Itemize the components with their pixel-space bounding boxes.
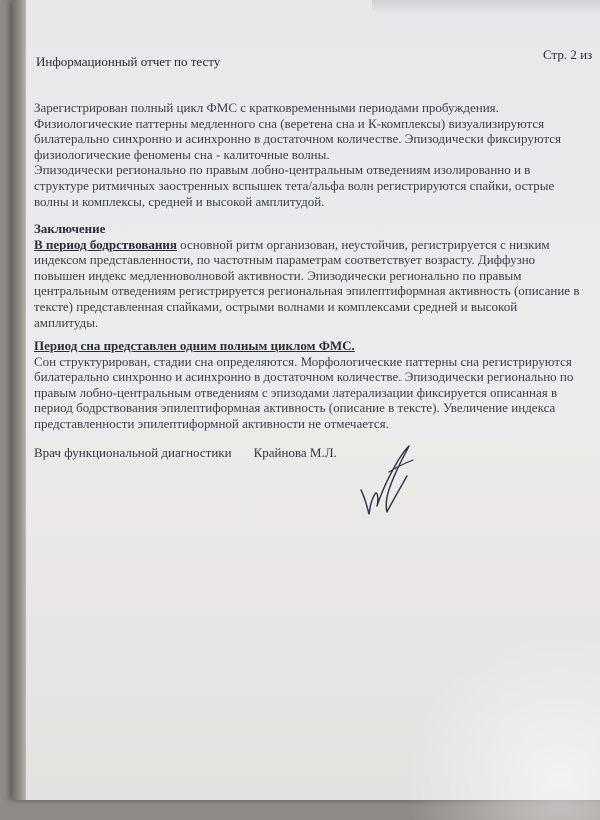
text-line: тексте) представленная спайками, острыми волнами и комплексами средней и высокой bbox=[34, 298, 518, 314]
conclusion-heading: Заключение bbox=[34, 221, 106, 236]
sleep-period-heading: Период сна представлен одним полным циклом ФМС. bbox=[34, 338, 355, 353]
text-line: индексом представленности, по частотным параметрам соответствует возрасту. Диффузно bbox=[34, 252, 536, 268]
text-line: волны и комплексы, средней и высокой амплитудой. bbox=[34, 193, 325, 209]
text-line: правым лобно-центральным отведениям с эпизодами латерализации фиксируется описанная в bbox=[34, 384, 558, 400]
text-line: повышен индекс медленноволновой активности. Эпизодически регионально по правым bbox=[34, 267, 522, 283]
findings-paragraph bbox=[34, 100, 600, 209]
doctor-name: Крайнова М.Л. bbox=[253, 445, 337, 460]
light-glare bbox=[392, 620, 600, 820]
text-line: структуре ритмичных заостренных вспышек тета/альфа волн регистрируются спайки, острые bbox=[34, 177, 555, 193]
doctor-role: Врач функциональной диагностики bbox=[34, 445, 232, 460]
document-page bbox=[12, 0, 600, 800]
sleep-section bbox=[34, 338, 600, 432]
text-line: Зарегистрирован полный цикл ФМС с кратковременными периодами пробуждения. bbox=[34, 100, 499, 115]
page-shadow-edge bbox=[12, 0, 26, 800]
signature-line bbox=[34, 445, 337, 461]
text-line bbox=[34, 237, 600, 253]
text-line: амплитуды. bbox=[34, 314, 99, 330]
text-line: период бодрствования эпилептиформная активность (описание в тексте). Увеличение индекса bbox=[34, 400, 556, 416]
conclusion-section bbox=[34, 221, 600, 330]
text-line: Сон структурирован, стадии сна определяются. Морфологические паттерны сна регистрируются bbox=[34, 353, 572, 369]
report-title: Информационный отчет по тесту bbox=[36, 54, 221, 69]
text-line: представленности эпилептиформной активности не отмечается. bbox=[34, 415, 389, 431]
text-line: билатерально синхронно и асинхронно в достаточном количестве. Эпизодически регионально по bbox=[34, 369, 574, 385]
text-fragment: основной ритм организован, неустойчив, регистрируется с низким bbox=[176, 236, 550, 252]
text-line: билатерально синхронно и асинхронно в достаточном количестве. Эпизодически фиксируются bbox=[34, 131, 561, 147]
text-line: Физиологические паттерны медленного сна (веретена сна и К-комплексы) визуализируются bbox=[34, 115, 545, 131]
handwritten-signature bbox=[347, 428, 427, 528]
wake-period-label: В период бодрствования bbox=[34, 236, 177, 252]
text-line: Эпизодически регионально по правым лобно-центральным отведениям изолированно и в bbox=[34, 162, 531, 178]
text-line: центральным отведениям регистрируется региональная эпилептиформная активность (описание в bbox=[34, 283, 580, 299]
underlying-page-edge bbox=[372, 0, 600, 14]
page-number: Стр. 2 из bbox=[543, 47, 593, 62]
text-line: физиологические феномены сна - калиточные волны. bbox=[34, 146, 330, 162]
